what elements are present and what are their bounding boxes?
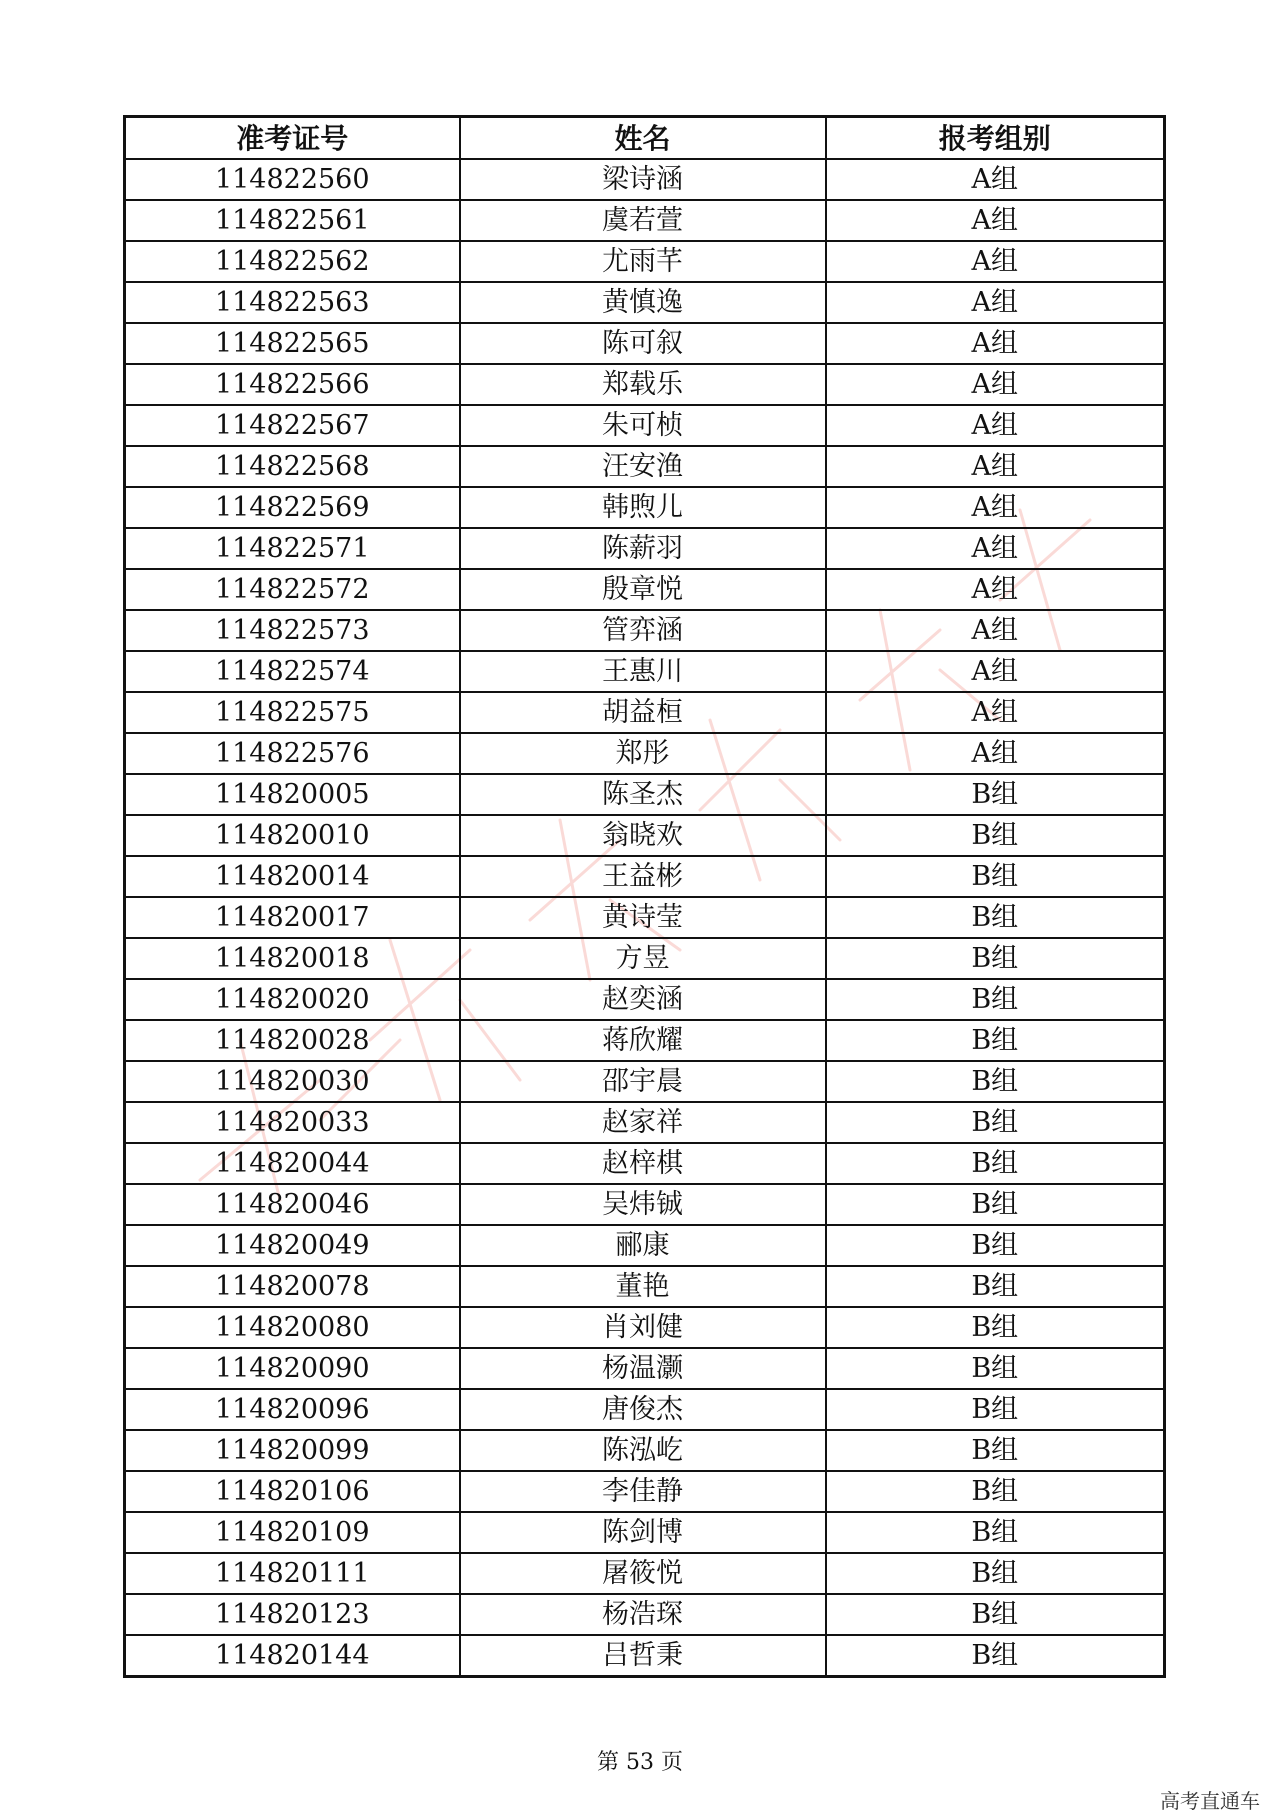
cell-exam-id: 114822573 xyxy=(125,610,460,651)
cell-exam-id: 114820017 xyxy=(125,897,460,938)
table-row xyxy=(125,1143,1165,1184)
table-row xyxy=(125,897,1165,938)
cell-exam-id: 114820078 xyxy=(125,1266,460,1307)
cell-exam-id: 114820018 xyxy=(125,938,460,979)
cell-exam-id: 114820109 xyxy=(125,1512,460,1553)
cell-group: B组 xyxy=(826,1061,1165,1102)
cell-exam-id: 114820030 xyxy=(125,1061,460,1102)
cell-name: 翁晓欢 xyxy=(460,815,826,856)
cell-exam-id: 114820099 xyxy=(125,1430,460,1471)
cell-group: B组 xyxy=(826,1225,1165,1266)
cell-name: 尤雨芊 xyxy=(460,241,826,282)
cell-exam-id: 114820090 xyxy=(125,1348,460,1389)
cell-group: B组 xyxy=(826,897,1165,938)
table-row xyxy=(125,1471,1165,1512)
cell-group: A组 xyxy=(826,651,1165,692)
cell-group: B组 xyxy=(826,1594,1165,1635)
cell-name: 杨温灏 xyxy=(460,1348,826,1389)
table-row xyxy=(125,774,1165,815)
cell-group: A组 xyxy=(826,692,1165,733)
cell-name: 屠筱悦 xyxy=(460,1553,826,1594)
table-row xyxy=(125,979,1165,1020)
cell-group: A组 xyxy=(826,405,1165,446)
cell-group: B组 xyxy=(826,815,1165,856)
cell-exam-id: 114822561 xyxy=(125,200,460,241)
table-row xyxy=(125,1061,1165,1102)
cell-name: 赵梓棋 xyxy=(460,1143,826,1184)
table-row xyxy=(125,446,1165,487)
cell-name: 赵奕涵 xyxy=(460,979,826,1020)
cell-group: B组 xyxy=(826,1471,1165,1512)
table-row xyxy=(125,1512,1165,1553)
table-row xyxy=(125,733,1165,774)
table-row xyxy=(125,1102,1165,1143)
cell-group: A组 xyxy=(826,241,1165,282)
cell-name: 殷章悦 xyxy=(460,569,826,610)
table-row xyxy=(125,1553,1165,1594)
cell-name: 唐俊杰 xyxy=(460,1389,826,1430)
cell-exam-id: 114820080 xyxy=(125,1307,460,1348)
table-body xyxy=(125,159,1165,1677)
cell-name: 邵宇晨 xyxy=(460,1061,826,1102)
cell-name: 方昱 xyxy=(460,938,826,979)
table-row xyxy=(125,1225,1165,1266)
table-row xyxy=(125,200,1165,241)
cell-name: 郑彤 xyxy=(460,733,826,774)
cell-group: B组 xyxy=(826,1020,1165,1061)
cell-name: 汪安渔 xyxy=(460,446,826,487)
cell-name: 陈薪羽 xyxy=(460,528,826,569)
cell-name: 董艳 xyxy=(460,1266,826,1307)
cell-group: B组 xyxy=(826,1512,1165,1553)
cell-name: 郑载乐 xyxy=(460,364,826,405)
cell-group: B组 xyxy=(826,774,1165,815)
table-row xyxy=(125,569,1165,610)
table-row xyxy=(125,487,1165,528)
cell-exam-id: 114822575 xyxy=(125,692,460,733)
cell-group: B组 xyxy=(826,1430,1165,1471)
cell-name: 胡益桓 xyxy=(460,692,826,733)
table-row xyxy=(125,405,1165,446)
table-row xyxy=(125,241,1165,282)
cell-group: A组 xyxy=(826,200,1165,241)
cell-group: B组 xyxy=(826,938,1165,979)
cell-exam-id: 114822572 xyxy=(125,569,460,610)
table-row xyxy=(125,1594,1165,1635)
cell-exam-id: 114822576 xyxy=(125,733,460,774)
table-row xyxy=(125,1389,1165,1430)
cell-exam-id: 114820020 xyxy=(125,979,460,1020)
table-row xyxy=(125,856,1165,897)
cell-group: B组 xyxy=(826,1553,1165,1594)
cell-exam-id: 114820111 xyxy=(125,1553,460,1594)
header-name: 姓名 xyxy=(460,117,826,160)
cell-group: A组 xyxy=(826,446,1165,487)
cell-name: 王益彬 xyxy=(460,856,826,897)
cell-exam-id: 114822560 xyxy=(125,159,460,200)
cell-group: A组 xyxy=(826,487,1165,528)
header-group: 报考组别 xyxy=(826,117,1165,160)
table-row xyxy=(125,610,1165,651)
table-header-row xyxy=(125,117,1165,160)
cell-exam-id: 114822571 xyxy=(125,528,460,569)
cell-exam-id: 114820096 xyxy=(125,1389,460,1430)
cell-exam-id: 114820014 xyxy=(125,856,460,897)
cell-exam-id: 114820005 xyxy=(125,774,460,815)
cell-name: 李佳静 xyxy=(460,1471,826,1512)
candidate-table xyxy=(123,115,1166,1678)
cell-exam-id: 114822565 xyxy=(125,323,460,364)
table-row xyxy=(125,1266,1165,1307)
cell-exam-id: 114820044 xyxy=(125,1143,460,1184)
table-row xyxy=(125,1307,1165,1348)
table-row xyxy=(125,1430,1165,1471)
table-row xyxy=(125,1635,1165,1677)
cell-name: 王惠川 xyxy=(460,651,826,692)
cell-name: 吴炜铖 xyxy=(460,1184,826,1225)
table-row xyxy=(125,692,1165,733)
cell-exam-id: 114822567 xyxy=(125,405,460,446)
cell-exam-id: 114822574 xyxy=(125,651,460,692)
cell-name: 吕哲秉 xyxy=(460,1635,826,1677)
cell-group: B组 xyxy=(826,1307,1165,1348)
cell-group: A组 xyxy=(826,733,1165,774)
cell-group: B组 xyxy=(826,1184,1165,1225)
cell-exam-id: 114820028 xyxy=(125,1020,460,1061)
cell-group: B组 xyxy=(826,1266,1165,1307)
cell-group: A组 xyxy=(826,569,1165,610)
cell-exam-id: 114822566 xyxy=(125,364,460,405)
cell-exam-id: 114822562 xyxy=(125,241,460,282)
table-row xyxy=(125,159,1165,200)
table-row xyxy=(125,282,1165,323)
cell-group: A组 xyxy=(826,159,1165,200)
cell-exam-id: 114820144 xyxy=(125,1635,460,1677)
cell-exam-id: 114820123 xyxy=(125,1594,460,1635)
cell-exam-id: 114820049 xyxy=(125,1225,460,1266)
table-row xyxy=(125,323,1165,364)
cell-exam-id: 114820010 xyxy=(125,815,460,856)
cell-group: A组 xyxy=(826,364,1165,405)
cell-exam-id: 114822569 xyxy=(125,487,460,528)
cell-exam-id: 114822563 xyxy=(125,282,460,323)
cell-name: 陈可叙 xyxy=(460,323,826,364)
cell-group: B组 xyxy=(826,979,1165,1020)
table-row xyxy=(125,815,1165,856)
cell-group: B组 xyxy=(826,1389,1165,1430)
cell-name: 黄诗莹 xyxy=(460,897,826,938)
cell-name: 蒋欣耀 xyxy=(460,1020,826,1061)
cell-name: 杨浩琛 xyxy=(460,1594,826,1635)
cell-name: 赵家祥 xyxy=(460,1102,826,1143)
corner-watermark-text: 高考直通车 xyxy=(1160,1789,1260,1813)
table-row xyxy=(125,938,1165,979)
table-row xyxy=(125,651,1165,692)
cell-name: 朱可桢 xyxy=(460,405,826,446)
cell-group: B组 xyxy=(826,1635,1165,1677)
cell-name: 陈剑博 xyxy=(460,1512,826,1553)
table-row xyxy=(125,528,1165,569)
cell-exam-id: 114820046 xyxy=(125,1184,460,1225)
cell-name: 陈泓屹 xyxy=(460,1430,826,1471)
table-row xyxy=(125,364,1165,405)
table-row xyxy=(125,1184,1165,1225)
cell-group: B组 xyxy=(826,1348,1165,1389)
header-exam-id: 准考证号 xyxy=(125,117,460,160)
cell-group: B组 xyxy=(826,856,1165,897)
cell-group: A组 xyxy=(826,610,1165,651)
cell-name: 郦康 xyxy=(460,1225,826,1266)
cell-exam-id: 114822568 xyxy=(125,446,460,487)
page-number: 第 53 页 xyxy=(597,1750,683,1775)
table-row xyxy=(125,1348,1165,1389)
cell-group: A组 xyxy=(826,323,1165,364)
cell-name: 陈圣杰 xyxy=(460,774,826,815)
table-row xyxy=(125,1020,1165,1061)
cell-group: A组 xyxy=(826,528,1165,569)
cell-name: 梁诗涵 xyxy=(460,159,826,200)
cell-exam-id: 114820033 xyxy=(125,1102,460,1143)
cell-name: 韩煦儿 xyxy=(460,487,826,528)
cell-group: B组 xyxy=(826,1102,1165,1143)
cell-name: 虞若萱 xyxy=(460,200,826,241)
cell-group: A组 xyxy=(826,282,1165,323)
cell-group: B组 xyxy=(826,1143,1165,1184)
cell-name: 肖刘健 xyxy=(460,1307,826,1348)
cell-name: 管弈涵 xyxy=(460,610,826,651)
cell-exam-id: 114820106 xyxy=(125,1471,460,1512)
cell-name: 黄慎逸 xyxy=(460,282,826,323)
